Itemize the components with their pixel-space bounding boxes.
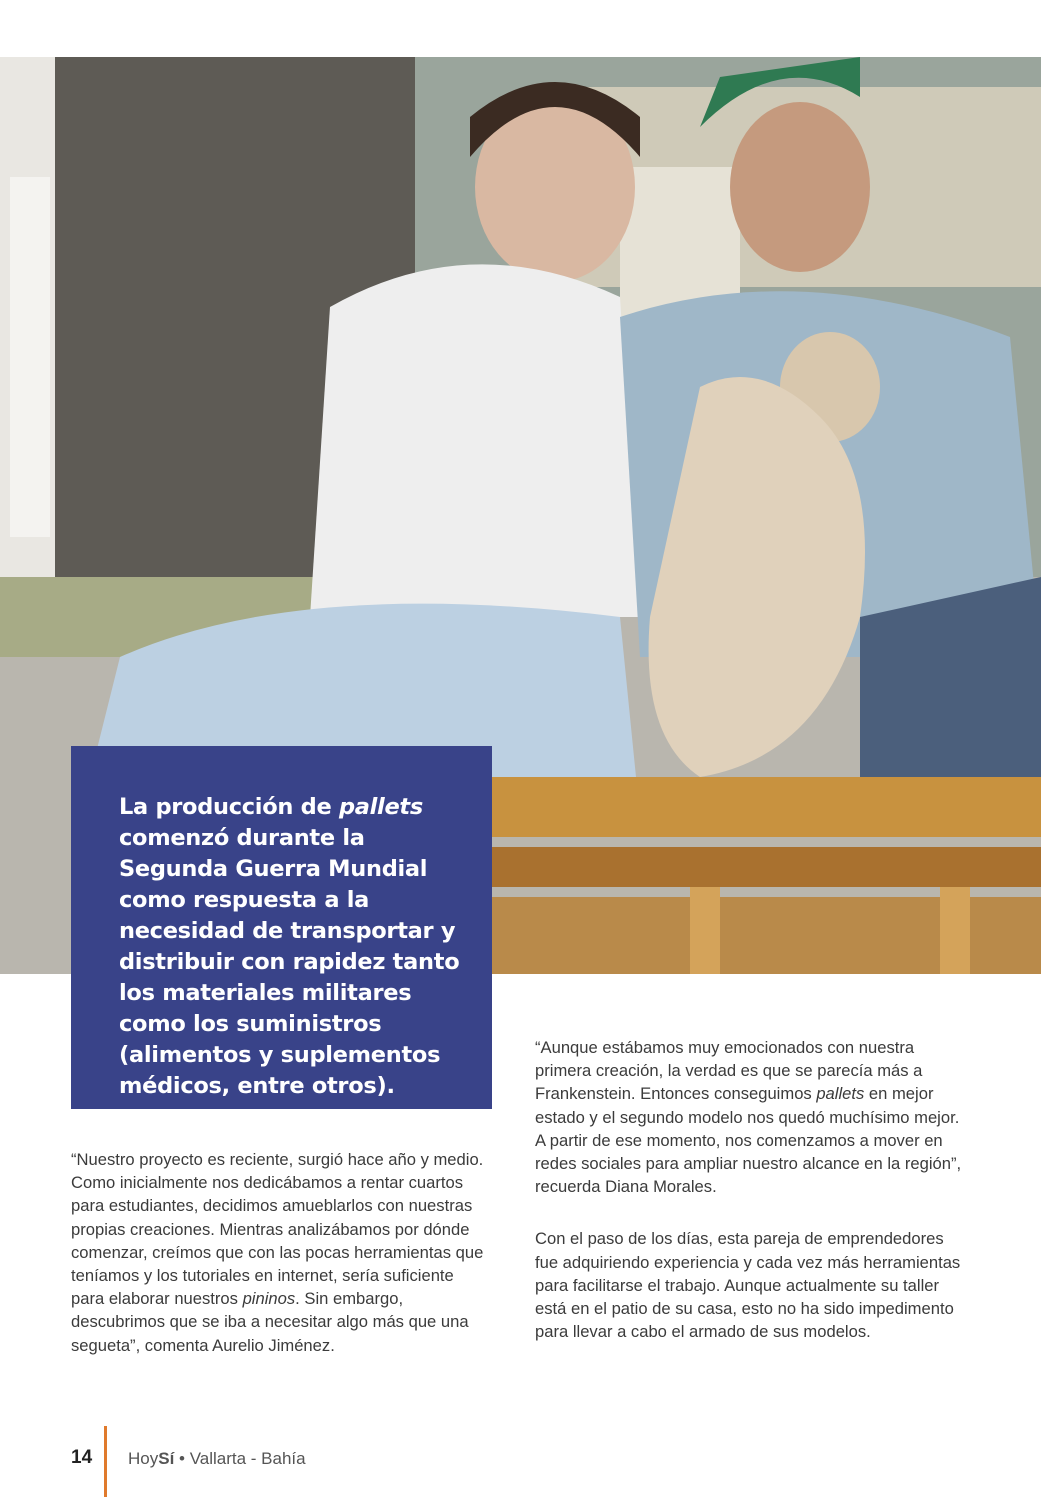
right-paragraph-2: Con el paso de los días, esta pareja de emprendedores fue adquiriendo experiencia y cada vez más herramientas para facilitarse el trabajo. Aunque actualmente su taller está en el patio de su casa, esto no ha sido impedimento para llevar a cabo el armado de sus modelos. xyxy=(535,1229,961,1342)
magazine-name: HoySí • Vallarta - Bahía xyxy=(128,1449,306,1468)
left-column xyxy=(71,1148,491,1357)
callout-text: La producción de pallets comenzó durante la Segunda Guerra Mundial como respuesta a la necesidad de transportar y distribuir con rapidez tanto los materiales militares como los suministros (alimentos y suplementos médicos, entre otros). xyxy=(119,794,460,1099)
right-paragraph-1: “Aunque estábamos muy emocionados con nuestra primera creación, la verdad es que se parecía más a Frankenstein. Entonces conseguimos pallets en mejor estado y el segundo modelo nos quedó muchísimo mejor. A partir de ese momento, nos comenzamos a mover en redes sociales para ampliar nuestro alcance en la región”, recuerda Diana Morales. xyxy=(535,1038,962,1197)
right-column xyxy=(535,1036,965,1343)
page-number: 14 xyxy=(71,1447,93,1468)
left-paragraph: “Nuestro proyecto es reciente, surgió hace año y medio. Como inicialmente nos dedicábamos a rentar cuartos para estudiantes, decidimos amueblarlos con nuestras propias creaciones. Mientras analizábamos por dónde comenzar, creímos que con las pocas herramientas que teníamos y los tutoriales en internet, sería suficiente para elaborar nuestros pininos. Sin embargo, descubrimos que se iba a necesitar algo más que una segueta”, comenta Aurelio Jiménez. xyxy=(71,1150,484,1355)
footer-divider xyxy=(104,1426,107,1497)
callout-box xyxy=(71,746,492,1109)
